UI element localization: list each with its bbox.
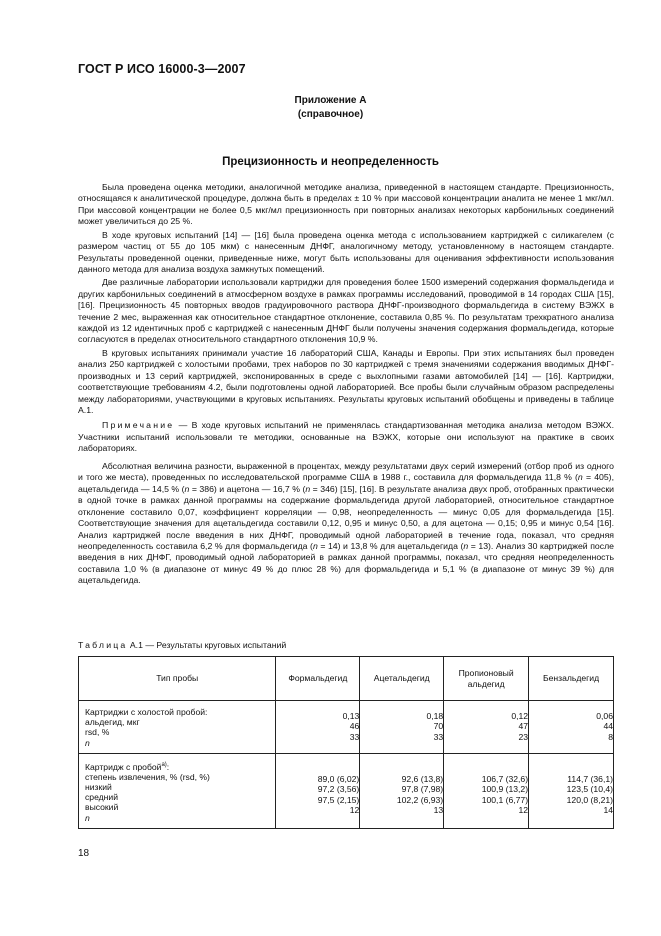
value-cell [360, 701, 444, 754]
value: 46 [349, 721, 360, 732]
value: 89,0 (6,02) [317, 774, 360, 785]
text-run: = 346) [15], [16]. В результате анализа двух проб, отобранных практически в одной точке в рамках данной программы на содержание формальдегида другой лабораторией, относительное стандартное отклонение составило 0,07, коэффициент корреляции — 0,98, неопределенность — минус 0,05 для формальдегида [15]. Соответствующие значения для ацетальдегида составили 0,12, 0,95 и минус 0,50, а для ацетона — 0,15; 0,95 и минус 0,54 [16]. Анализ картриджей после введения в них ДНФГ, проводимый одной лабораторией в течение года, показал, что средняя неопределенность составила 6,2 % для формальдегида ( [78, 483, 614, 551]
annex-type: (справочное) [297, 109, 364, 120]
header-sample-type: Тип пробы [79, 657, 276, 701]
standard-header: ГОСТ Р ИСО 16000-3—2007 [78, 62, 246, 76]
row-label: n [85, 812, 90, 823]
paragraph: Была проведена оценка методики, аналогичной методике анализа, приведенной в настоящем стандарте. Прецизионность, относящаяся к аналитической процедуре, должна быть в пределах ± 10 % при массовой концентрации аналита не менее 1 мкг/мл. При массовой концентрации не более 0,5 мкг/мл прецизионность при повторных анализах некоторых карбонильных соединений может увеличиться до 25 %. [78, 182, 614, 227]
value: 23 [518, 731, 529, 742]
value: 100,1 (6,77) [481, 794, 529, 805]
header-propionaldehyde [444, 657, 529, 701]
value: 70 [433, 721, 444, 732]
row-label-cell [79, 701, 276, 754]
value: 8 [608, 731, 613, 742]
value: 33 [349, 731, 360, 742]
value-cell [360, 753, 444, 828]
text-run: = 13). Анализ 30 картриджей после введения в них ДНФГ, проводимый одной лабораторией в рамках данной программы, показал, что средняя неопределенность составила 1,0 % (в диапазоне от минус 49 % до плюс 28 %) для формальдегида и 5,1 % (в диапазоне от минус 39 %) для ацетальдегида. [78, 540, 614, 586]
row-label: альдегид, мкг [85, 717, 140, 728]
text-run: = 405), ацетальдегида — 14,5 % ( [78, 472, 614, 494]
value: 0,12 [511, 711, 529, 722]
value-cell [276, 753, 360, 828]
header-benzaldehyde: Бензальдегид [529, 657, 614, 701]
row-label: n [85, 737, 90, 748]
group-subtitle: степень извлечения, % (rsd, %) [85, 771, 210, 782]
header-formaldehyde: Формальдегид [276, 657, 360, 701]
value: 12 [349, 804, 360, 815]
value: 14 [603, 804, 613, 815]
symbol-n: n [577, 472, 583, 483]
paragraph [78, 461, 614, 587]
group-title: Картриджи с холостой пробой: [85, 707, 208, 717]
table-caption-prefix: Таблица [78, 640, 128, 650]
group-title-text: Картридж с пробой [85, 761, 162, 772]
section-title: Прецизионность и неопределенность [222, 156, 439, 168]
value-cell [444, 701, 529, 754]
text-run: = 14) и 13,8 % для ацетальдегида ( [317, 540, 464, 551]
symbol-n: n [305, 483, 311, 494]
value: 120,0 (8,21) [566, 794, 613, 805]
note-text: — В ходе круговых испытаний не применялась стандартизованная методика анализа методом ВЭЖХ. Участники испытаний использовали те методики, основанные на ВЭЖХ, которые они используют на практике в своих лабораториях. [78, 420, 614, 454]
value: 97,2 (3,56) [317, 784, 360, 795]
value: 106,7 (32,6) [481, 774, 529, 785]
page-number: 18 [78, 848, 90, 859]
symbol-n: n [184, 483, 190, 494]
value: 114,7 (36,1) [567, 774, 613, 785]
value: 0,06 [596, 711, 613, 722]
annex-label: Приложение А [294, 95, 367, 106]
row-label: rsd, % [85, 727, 110, 738]
table-caption-text: А.1 — Результаты круговых испытаний [127, 640, 287, 650]
group-title: Картридж с пробой$^{а)}$: [85, 761, 170, 772]
row-label: средний [85, 792, 119, 803]
table-row [79, 701, 614, 754]
note-label: Примечание [102, 420, 175, 431]
value: 12 [518, 804, 529, 815]
paragraph: В ходе круговых испытаний [14] — [16] была проведена оценка метода с использованием картриджей с силикагелем (с размером частиц от 55 до 105 мкм) с нанесенным ДНФГ, аналогичному методу, установленному в настоящем стандарте. Результаты проведенной оценки, приведенные ниже, могут быть использованы для оценивания эффективности использования данного метода для анализа воздуха замкнутых помещений. [78, 229, 614, 274]
header-acetaldehyde: Ацетальдегид [360, 657, 444, 701]
value: 13 [433, 804, 444, 815]
footnote-mark: а) [161, 761, 167, 768]
value-cell [529, 701, 614, 754]
results-table [78, 656, 614, 829]
value-cell [276, 701, 360, 754]
symbol-n: n [463, 540, 469, 551]
table-caption [78, 640, 286, 650]
text-run: = 386) и ацетона — 16,7 % ( [189, 483, 306, 494]
note [78, 420, 614, 454]
value: 97,5 (2,15) [317, 794, 360, 805]
paragraph: Две различные лаборатории использовали картриджи для проведения более 1500 измерений содержания формальдегида и других карбонильных соединений в атмосферном воздухе в рамках программы исследований, проводимой в 14 городах США [15], [16]. Прецизионность 45 повторных вводов градуировочного раствора ДНФГ-производного формальдегида в систему ВЭЖХ в течение 2 мес, выраженная как относительное стандартное отклонение, составила 0,85 %. По результатам трехкратного анализа каждой из 12 идентичных проб с картриджей с нанесенным ДНФГ были получены значения содержания формальдегида, которые согласуются в пределах относительного стандартного отклонения 10,9 %. [78, 277, 614, 345]
symbol-n: n [312, 540, 318, 551]
text-run: Абсолютная величина разности, выраженной в процентах, между результатами двух серий измерений (отбор проб из одного и того же места), проведенных по исследовательской программе США в 1988 г., составила для формальдегида 11,8 % ( [78, 460, 614, 483]
value: 97,8 (7,98) [401, 784, 444, 795]
value: 102,2 (6,93) [396, 794, 444, 805]
value: 33 [433, 731, 444, 742]
paragraph: В круговых испытаниях принимали участие 16 лабораторий США, Канады и Европы. При этих испытаниях был проведен анализ 250 картриджей с холостыми пробами, трех наборов по 30 картриджей с тремя значениями содержания вводимых ДНФГ-производных и 13 серий картриджей, экспонированных в среде с выхлопными газами автомобилей [14] — [16]. Картриджи, соответствующие требованиям 4.2, были подготовлены одной лабораторией. Все пробы были случайным образом распределены между лабораториями, участвующими в круговых испытаниях. Результаты круговых испытаний обобщены и приведены в таблице А.1. [78, 347, 614, 415]
value: 0,18 [426, 711, 444, 722]
value: 100,9 (13,2) [481, 784, 529, 795]
row-label: высокий [85, 802, 119, 813]
row-label: низкий [85, 782, 112, 793]
value-cell [444, 753, 529, 828]
table-header-row [79, 657, 614, 701]
value: 44 [603, 721, 613, 732]
header-propionaldehyde-text: Пропионовый альдегид [458, 667, 514, 689]
body-text [78, 182, 614, 589]
value: 92,6 (13,8) [401, 774, 444, 785]
value: 47 [518, 721, 529, 732]
row-label-cell [79, 753, 276, 828]
table-row [79, 753, 614, 828]
value: 123,5 (10,4) [566, 784, 613, 795]
value: 0,13 [342, 711, 360, 722]
value-cell [529, 753, 614, 828]
